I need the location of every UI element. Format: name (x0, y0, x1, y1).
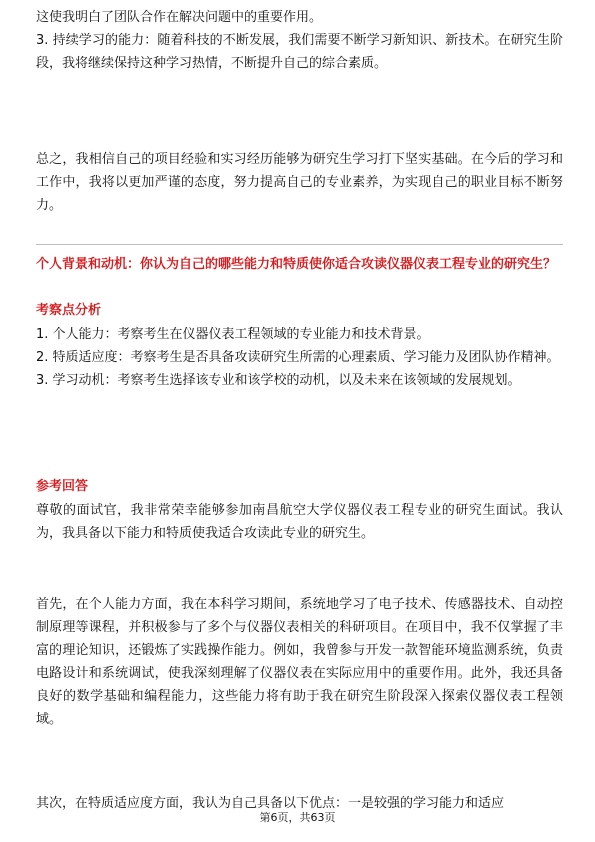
page-number: 第6页，共63页 (259, 811, 336, 824)
analysis-heading: 考察点分析 (36, 303, 102, 318)
analysis-item-3: 3. 学习动机：考察考生选择该专业和该学校的动机，以及未来在该领域的发展规划。 (36, 373, 521, 388)
answer-body (36, 593, 563, 731)
answer-paragraph-1: 尊敬的面试官，我非常荣幸能够参加南昌航空大学仪器仪表工程专业的研究生面试。我认为，我具备以下能力和特质使我适合攻读此专业的研究生。 (36, 503, 563, 541)
answer-paragraph-2: 首先，在个人能力方面，我在本科学习期间，系统地学习了电子技术、传感器技术、自动控制原理等课程，并积极参与了多个与仪器仪表相关的科研项目。在项目中，我不仅掌握了丰富的理论知识，还锻炼了实践操作能力。例如，我曾参与开发一款智能环境监测系统，负责电路设计和系统调试，使我深刻理解了仪器仪表在实际应用中的重要作用。此外，我还具备良好的数学基础和编程能力，这些能力将有助于我在研究生阶段深入探索仪器仪表工程领域。 (36, 597, 563, 727)
paragraph-continuation: 这使我明白了团队合作在解决问题中的重要作用。 (36, 10, 323, 25)
summary-section (36, 148, 563, 217)
question-block (36, 255, 563, 275)
paragraph-summary: 总之，我相信自己的项目经验和实习经历能够为研究生学习打下坚实基础。在今后的学习和工作中，我将以更加严谨的态度，努力提高自己的专业素养，为实现自己的职业目标不断努力。 (36, 152, 563, 213)
question-title: 个人背景和动机：你认为自己的哪些能力和特质使你适合攻读仪器仪表工程专业的研究生？ (36, 257, 557, 272)
section-divider (36, 244, 563, 245)
analysis-item-2: 2. 特质适应度：考察考生是否具备攻读研究生所需的心理素质、学习能力及团队协作精神。 (36, 350, 560, 365)
intro-section (36, 6, 563, 75)
paragraph-point-3: 3. 持续学习的能力：随着科技的不断发展，我们需要不断学习新知识、新技术。在研究生阶段，我将继续保持这种学习热情，不断提升自己的综合素质。 (36, 33, 563, 71)
answer-section (36, 477, 563, 545)
analysis-item-1: 1. 个人能力：考察考生在仪器仪表工程领域的专业能力和技术背景。 (36, 327, 430, 342)
answer-paragraph-3: 其次，在特质适应度方面，我认为自己具备以下优点：一是较强的学习能力和适应 (36, 796, 505, 811)
answer-heading: 参考回答 (36, 479, 89, 494)
analysis-section (36, 301, 563, 392)
